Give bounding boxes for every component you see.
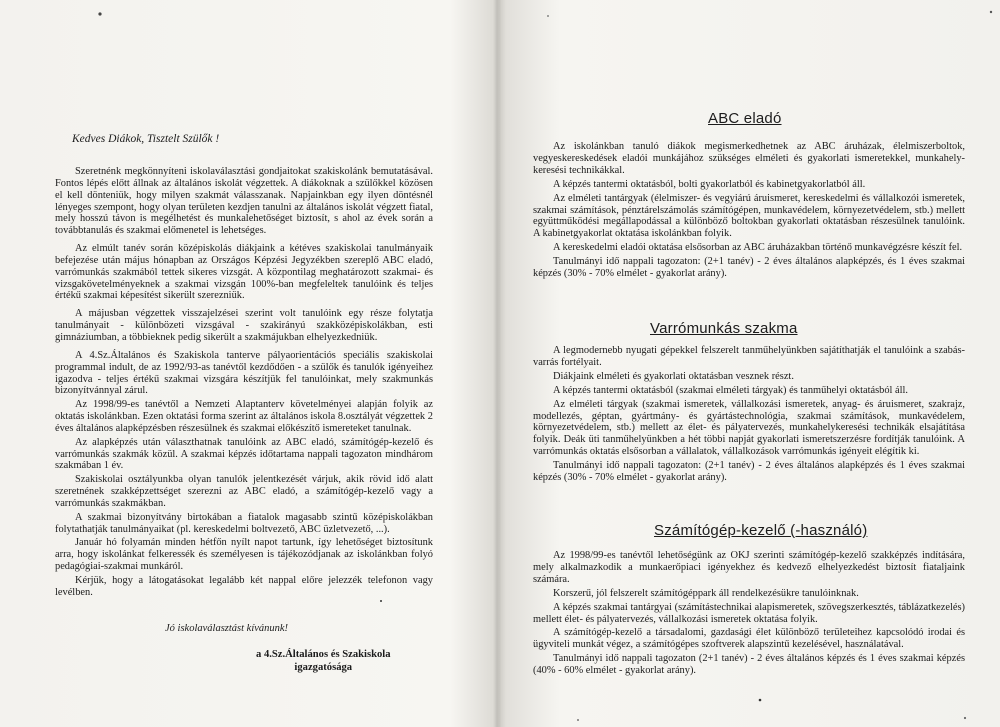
signature-block <box>256 648 391 674</box>
left-paragraph: Szakiskolai osztályunkba olyan tanulók jelentkezését várjuk, akik rövid idő alatt szeretnének szakképzettséget szerezni az ABC eladó, a számítógép-kezelő vagy a varrómunkás szakmákban. <box>55 474 433 509</box>
salutation: Kedves Diákok, Tisztelt Szülők ! <box>72 133 220 145</box>
section-paragraph: Korszerű, jól felszerelt számítógéppark áll rendelkezésükre tanulóinknak. <box>553 587 859 599</box>
section-varromunkas <box>533 345 965 486</box>
left-body-text <box>55 166 433 601</box>
section-paragraph: Tanulmányi idő nappali tagozaton: (2+1 tanév) - 2 éves általános alapképzés, és 1 éves szakmai képzés (30% - 70% elmélet - gyakorlat arány). <box>533 256 965 280</box>
section-paragraph: A képzés szakmai tantárgyai (számítástechnikai alapismeretek, szövegszerkesztés, táblázatkezelés) mellett élet- és pályatervezés, vállalkozási ismeretek oktatása folyik. <box>533 601 965 625</box>
closing-wish: Jó iskolaválasztást kívánunk! <box>165 623 289 634</box>
left-paragraph: A szakmai bizonyítvány birtokában a fiatalok magasabb szintű középiskolákban folytathatják tanulmányaikat (pl. kereskedelmi boltvezető, ABC üzletvezető, ...). <box>55 511 433 535</box>
signature-school: a 4.Sz.Általános és Szakiskola <box>256 649 391 660</box>
section-paragraph: Tanulmányi idő nappali tagozaton (2+1 tanév) - 2 éves általános képzés és 1 éves szakmai képzés (40% - 60% elmélet - gyakorlat arány). <box>533 653 965 677</box>
left-paragraph: Az 1998/99-es tanévtől a Nemzeti Alaptanterv követelményei alapján folyik az oktatás iskolánkban. Ezen oktatási forma szerint az általános iskola 8.osztályát végzettek 2 éves általános alapképzésben részesülnek és szakmai előkészítő ismereteket tanulnak. <box>55 399 433 434</box>
section-title-varromunkas: Varrómunkás szakma <box>650 320 798 337</box>
section-paragraph: Az 1998/99-es tanévtől lehetőségünk az OKJ szerinti számítógép-kezelő szakképzés indítására, mely alkalmazkodik a munkaerőpiaci igényekhez és kedvező elhelyezkedést biztosít fiataljaink számára. <box>533 550 965 585</box>
left-paragraph: Kérjük, hogy a látogatásokat legalább két nappal előre jelezzék telefonon vagy levélben. <box>55 575 433 598</box>
section-paragraph: Az iskolánkban tanuló diákok megismerkedhetnek az ABC áruházak, élelmiszerboltok, vegyeskereskedések eladói munkájához szükséges elméleti és gyakorlati ismeretekkel, munkahely-keresési technikákkal. <box>533 141 965 176</box>
section-paragraph: A képzés tantermi oktatásból (szakmai elméleti tárgyak) és tanműhelyi oktatásból áll. <box>553 384 909 396</box>
section-paragraph: A képzés tantermi oktatásból, bolti gyakorlatból és kabinetgyakorlatból áll. <box>553 178 866 190</box>
section-paragraph: Diákjaink elméleti és gyakorlati oktatásban vesznek részt. <box>553 370 794 382</box>
section-abc-elado <box>533 141 965 282</box>
section-paragraph: A kereskedelmi eladói oktatása elsősorban az ABC áruházakban történő munkavégzésre készít fel. <box>553 242 963 254</box>
section-szamitogep-kezelo <box>533 550 965 679</box>
left-paragraph: A májusban végzettek visszajelzései szerint volt tanulóink egy része folytatja tanulmányait - különbözeti vizsgával - szakirányú szakközépiskolákban, esti gimnáziumban, a többieknek pedig sikerült a szakmájukban elhelyezkedniük. <box>55 308 433 343</box>
left-paragraph: A 4.Sz.Általános és Szakiskola tanterve pályaorientációs speciális szakiskolai programmal indult, de az 1992/93-as tanévtől kezdődően - a szülők és tanulók igényeihez igazodva - teljes értékű szakmai vizsgára készítjük fel tanulóinkat, mely szakmunkás bizonyítvánnyal zárul. <box>55 349 433 397</box>
left-paragraph: Január hó folyamán minden hétfőn nyílt napot tartunk, így lehetőséget biztosítunk arra, hogy iskolánkat felkeressék és személyesen is tájékozódjanak az iskolánkban folyó pedagógiai-szakmai munkáról. <box>55 537 433 573</box>
left-paragraph: Az alapképzés után választhatnak tanulóink az ABC eladó, számítógép-kezelő és varrómunkás szakmák közül. A szakmai képzés időtartama nappali tagozaton mindhárom szakmában 1 év. <box>55 436 433 472</box>
section-paragraph: Az elméleti tantárgyak (élelmiszer- és vegyiárú áruismeret, kereskedelmi és vállalkozói ismeretek, szakmai számítások, pénztárelszámolás számítógépen, munkavédelem, környezetvédelem, stb.) mellett együttműködési megállapodással a különböző boltokban gyakorlati oktatásban részesülnek tanulóink. A kabinetgyakorlat oktatása iskolánkban folyik. <box>533 192 965 240</box>
left-paragraph: Az elmúlt tanév során középiskolás diákjaink a kétéves szakiskolai tanulmányaik befejezése után május hónapban az Országos Képzési Jegyzékben szereplő ABC eladó, varrómunkás szakmából tettek sikeres vizsgát. A központilag meghatározott szakmai- és vizsgakövetelményeknek a szakmai vizsgán 100%-ban megfeleltek tanulóink és teljes értékű szakmai képesítést sikerült szerezniük. <box>55 243 433 302</box>
section-paragraph: Az elméleti tárgyak (szakmai ismeretek, vállalkozási ismeretek, anyag- és áruismeret, szakrajz, modellezés, géptan, gyártmány- és gyártástechnológia, szakmai számítások, munkavédelem, környezetvédelem, stb.) mellett az élet- és pályatervezés, munkahelykeresési technikák elsajátítása folyik. Deák üti tanműhelyünkben a hét többi napját gyakorlati ismeretszerzésre fordítják tanulóink. A varrómunkás oktatás elsősorban a vállalatok, vállalkozások varrómunkás igényeit elégítik ki. <box>533 398 965 458</box>
section-paragraph: A számítógép-kezelő a társadalomi, gazdasági élet különböző területeihez kapcsolódó irodai és ügyviteli munkát végez, a számítógépes szoftverek alapszintű kezelésével, használatával. <box>533 627 965 651</box>
left-paragraph: Szeretnénk megkönnyíteni iskolaválasztási gondjaitokat szakiskolánk bemutatásával. Fontos lépés előtt állnak az általános iskolát végzettek. A diákoknak a szülőkkel közösen el kell dönteniük, hogy milyen szakmát válasszanak. Napjainkban egy ilyen döntésnél lényeges szempont, hogy olyan területen kezdjen tanulni az általános iskolát végzett fiatal, mely hosszú távon is megélhetést és munkalehetőséget biztosít, s ahol az évek során a továbbtanulás és szakmai előmenetel is lehetséges. <box>55 166 433 237</box>
section-paragraph: A legmodernebb nyugati gépekkel felszerelt tanműhelyünkben sajátíthatják el tanulóink a szabás-varrás fortélyait. <box>533 345 965 368</box>
section-title-abc-elado: ABC eladó <box>708 110 782 127</box>
section-title-szamitogep-kezelo: Számítógép-kezelő (-használó) <box>654 522 868 539</box>
section-paragraph: Tanulmányi idő nappali tagozaton: (2+1 tanév) - 2 éves általános alapképzés és 1 éves szakmai képzés (30% - 70% elmélet - gyakorlat arány). <box>533 460 965 484</box>
signature-board: igazgatósága <box>294 662 353 673</box>
page-fold <box>493 0 501 727</box>
